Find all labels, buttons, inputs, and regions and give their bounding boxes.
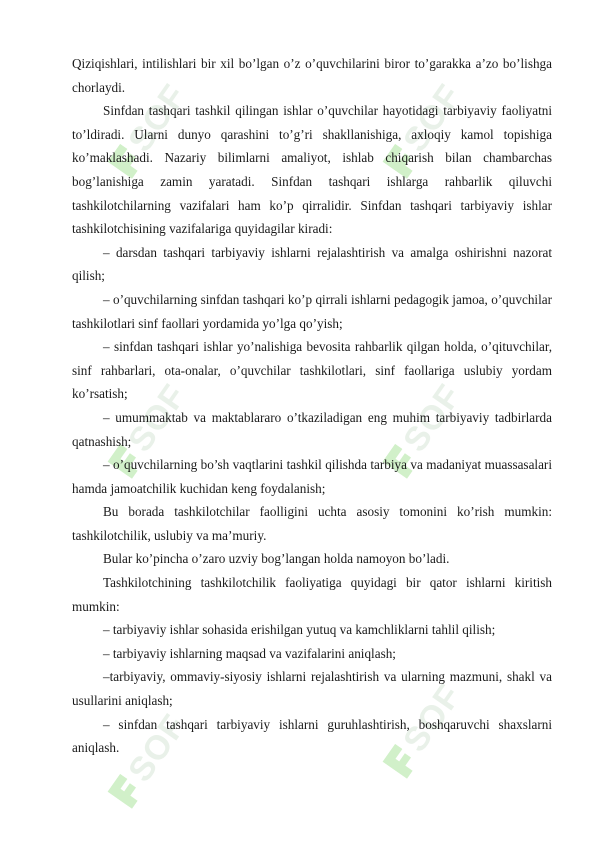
paragraph: Bu borada tashkilotchilar faolligini uchta asosiy tomonini ko’rish mumkin: tashkilotchilik, uslubiy va ma’muriy. xyxy=(72,504,552,543)
paragraph: Bular ko’pincha o’zaro uzviy bog’langan holda namoyon bo’ladi. xyxy=(103,551,450,567)
list-item: – sinfdan tashqari ishlar yo’nalishiga bevosita rahbarlik qilgan holda, o’qituvchilar, sinf rahbarlari, ota-onalar, o’quvchilar tashkilotlari, sinf faollariga uslubiy yordam ko’rsatish; xyxy=(72,339,552,402)
watermark: SOF xyxy=(380,377,470,482)
paragraph: Sinfdan tashqari tashkil qilingan ishlar o’quvchilar hayotidagi tarbiyaviy faoliyatni to’ldiradi. Ularni dunyo qarashini to’g’ri shakllanishiga, axloqiy kamol topishiga ko’maklashadi. Nazariy bilimlarni amaliyot, ishlab chiqarish bilan chambarchas bog’lanishiga zamin yaratadi. Sinfdan tashqari ishlarga rahbarlik qiluvchi tashkilotchilarning vazifalari ham ko’p qirralidir. Sinfdan tashqari tarbiyaviy ishlar tashkilotchisining vazifalariga quyidagilar kiradi: xyxy=(72,103,552,237)
paragraph: Tashkilotchining tashkilotchilik faoliyatiga quyidagi bir qator ishlarni kiritish mumkin: xyxy=(72,575,552,614)
list-item: – tarbiyaviy ishlarning maqsad va vazifalarini aniqlash; xyxy=(103,645,396,661)
list-item: – sinfdan tashqari tarbiyaviy ishlarni guruhlashtirish, boshqaruvchi shaxslarni aniqlash. xyxy=(72,716,552,756)
document-body xyxy=(72,52,552,760)
list-item: – o’quvchilarning sinfdan tashqari ko’p qirrali ishlarni pedagogik jamoa, o’quvchilar tashkilotlari sinf faollari yordamida yo’lga qo’yish; xyxy=(72,291,552,331)
list-item: – umummaktab va maktablararo o’tkaziladigan eng muhim tarbiyaviy tadbirlarda qatnashish; xyxy=(72,409,552,449)
sof-logo-icon xyxy=(107,774,144,809)
watermark: SOF xyxy=(105,707,195,812)
watermark: SOF xyxy=(105,377,195,482)
list-item: –tarbiyaviy, ommaviy-siyosiy ishlarni rejalashtirish va ularning mazmuni, shakl va usullarini aniqlash; xyxy=(72,669,552,709)
watermark: SOF xyxy=(105,77,195,182)
paragraph: Qiziqishlari, intilishlari bir xil bo’lgan o’z o’quvchilarini biror to’garakka a’zo bo’lishga chorlaydi. xyxy=(72,56,552,95)
watermark: SOF xyxy=(380,677,470,782)
list-item: – o’quvchilarning bo’sh vaqtlarini tashkil qilishda tarbiya va madaniyat muassasalari hamda jamoatchilik kuchidan keng foydalanish; xyxy=(72,457,552,496)
list-item: – tarbiyaviy ishlar sohasida erishilgan yutuq va kamchliklarni tahlil qilish; xyxy=(103,622,496,638)
list-item: – darsdan tashqari tarbiyaviy ishlarni rejalashtirish va amalga oshirishni nazorat qilish; xyxy=(72,244,552,284)
watermark: SOF xyxy=(380,77,470,182)
